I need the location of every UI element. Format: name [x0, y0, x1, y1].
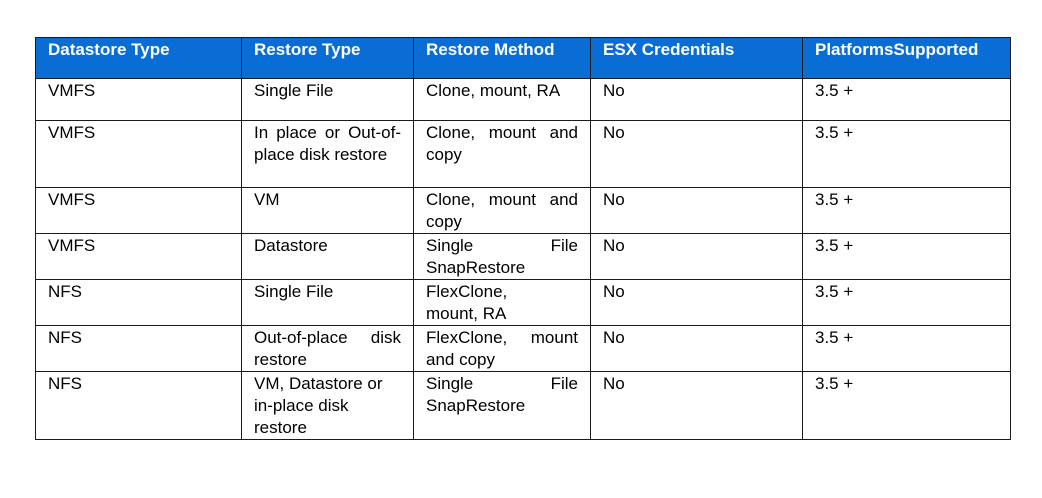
header-platforms-supported: PlatformsSupported [803, 38, 1011, 79]
cell-datastore-type: NFS [36, 326, 242, 372]
cell-platforms-supported: 3.5 + [803, 121, 1011, 188]
cell-restore-method: FlexClone, mount and copy [414, 326, 591, 372]
cell-platforms-supported: 3.5 + [803, 234, 1011, 280]
cell-esx-credentials: No [591, 79, 803, 121]
cell-esx-credentials: No [591, 280, 803, 326]
cell-datastore-type: VMFS [36, 121, 242, 188]
header-restore-type: Restore Type [242, 38, 414, 79]
cell-restore-type: Datastore [242, 234, 414, 280]
cell-platforms-supported: 3.5 + [803, 280, 1011, 326]
cell-restore-method: Clone, mount and copy [414, 121, 591, 188]
header-datastore-type: Datastore Type [36, 38, 242, 79]
cell-esx-credentials: No [591, 188, 803, 234]
table-header-row [36, 38, 1011, 79]
cell-restore-method: Single File SnapRestore [414, 372, 591, 440]
table-row [36, 79, 1011, 121]
cell-restore-type: VM, Datastore or in-place disk restore [242, 372, 414, 440]
cell-restore-type: Single File [242, 280, 414, 326]
cell-restore-type: Out-of-place disk restore [242, 326, 414, 372]
cell-restore-method: Clone, mount, RA [414, 79, 591, 121]
cell-platforms-supported: 3.5 + [803, 188, 1011, 234]
cell-datastore-type: VMFS [36, 234, 242, 280]
cell-esx-credentials: No [591, 326, 803, 372]
table-row [36, 372, 1011, 440]
cell-restore-method: Single File SnapRestore [414, 234, 591, 280]
restore-options-table [35, 37, 1011, 440]
cell-datastore-type: VMFS [36, 188, 242, 234]
cell-restore-type: VM [242, 188, 414, 234]
cell-restore-method: FlexClone, mount, RA [414, 280, 591, 326]
header-esx-credentials: ESX Credentials [591, 38, 803, 79]
cell-restore-method: Clone, mount and copy [414, 188, 591, 234]
header-restore-method: Restore Method [414, 38, 591, 79]
cell-restore-type: In place or Out-of-place disk restore [242, 121, 414, 188]
table-row [36, 280, 1011, 326]
cell-restore-type: Single File [242, 79, 414, 121]
table-row [36, 234, 1011, 280]
cell-esx-credentials: No [591, 234, 803, 280]
cell-esx-credentials: No [591, 121, 803, 188]
table-row [36, 326, 1011, 372]
cell-datastore-type: VMFS [36, 79, 242, 121]
cell-datastore-type: NFS [36, 372, 242, 440]
cell-platforms-supported: 3.5 + [803, 326, 1011, 372]
cell-esx-credentials: No [591, 372, 803, 440]
table-row [36, 188, 1011, 234]
cell-datastore-type: NFS [36, 280, 242, 326]
table-row [36, 121, 1011, 188]
cell-platforms-supported: 3.5 + [803, 79, 1011, 121]
cell-platforms-supported: 3.5 + [803, 372, 1011, 440]
